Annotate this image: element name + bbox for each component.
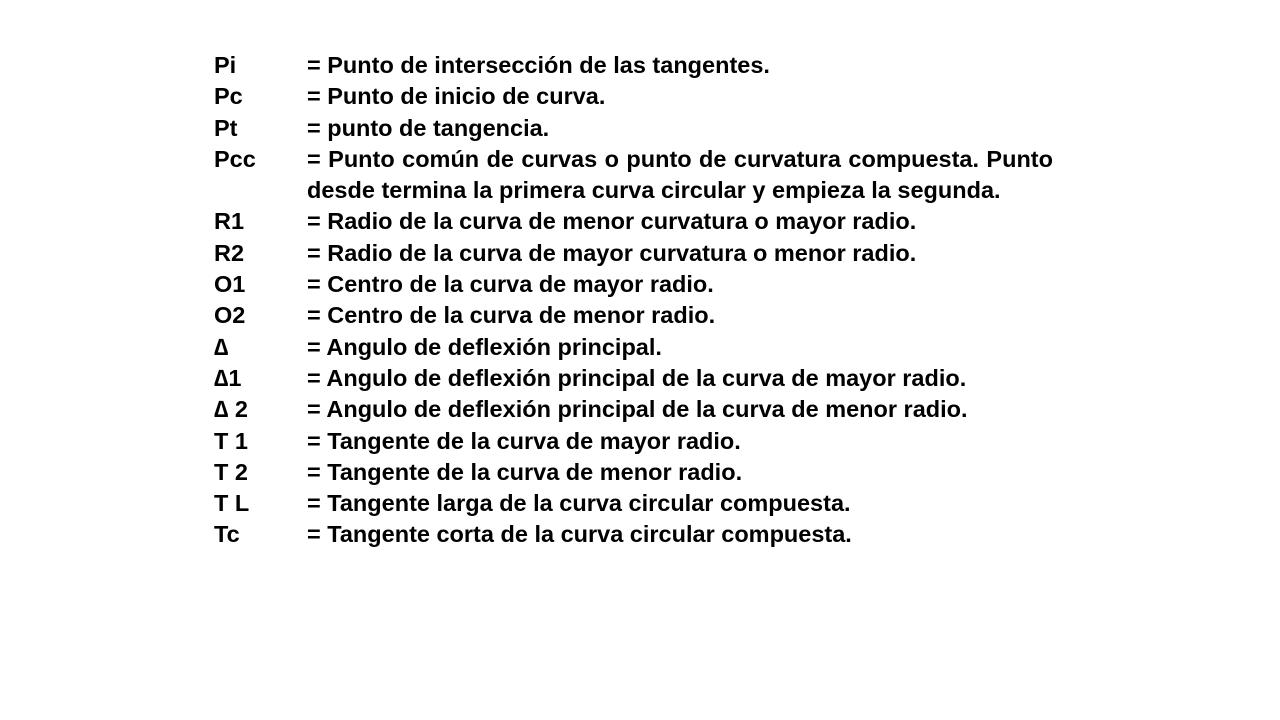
definition-term: R1 (214, 208, 245, 235)
definition-term: Tc (214, 521, 240, 548)
definition-term: Pt (214, 114, 238, 141)
definition-text: = Punto común de curvas o punto de curvatura compuesta. Punto desde termina la primera curva circular y empieza la segunda. (307, 145, 1053, 204)
definition-row-delta-1 (214, 363, 1053, 394)
definition-term: T 2 (214, 458, 248, 485)
definition-term: ∆ 2 (214, 396, 248, 423)
definition-text: = Tangente corta de la curva circular compuesta. (307, 521, 852, 548)
definition-row-o1 (214, 269, 1053, 300)
definition-text: = Angulo de deflexión principal de la curva de mayor radio. (307, 364, 967, 391)
definition-text: = Tangente de la curva de menor radio. (307, 458, 743, 485)
definition-text: = Punto de inicio de curva. (307, 83, 606, 110)
definition-text: = Tangente larga de la curva circular compuesta. (307, 490, 851, 517)
definition-row-r2 (214, 238, 1053, 269)
definition-text: = Radio de la curva de mayor curvatura o menor radio. (307, 239, 917, 266)
definition-row-t1 (214, 426, 1053, 457)
definition-row-delta (214, 332, 1053, 363)
definition-term: T 1 (214, 427, 248, 454)
definitions-list (214, 50, 1053, 551)
definition-text: = punto de tangencia. (307, 114, 550, 141)
definition-text: = Tangente de la curva de mayor radio. (307, 427, 741, 454)
definition-term: R2 (214, 239, 245, 266)
definition-row-pt (214, 113, 1053, 144)
definition-term: Pcc (214, 145, 256, 172)
definition-row-o2 (214, 300, 1053, 331)
definition-term: Pi (214, 52, 237, 78)
definition-row-tc (214, 519, 1053, 550)
definition-row-r1 (214, 206, 1053, 237)
definition-term: ∆ (214, 333, 229, 360)
definition-text: = Centro de la curva de menor radio. (307, 302, 716, 329)
definition-row-pc (214, 81, 1053, 112)
definition-term: O1 (214, 271, 246, 298)
definition-text: = Centro de la curva de mayor radio. (307, 271, 714, 298)
definition-row-tl (214, 488, 1053, 519)
definition-row-pcc (214, 144, 1053, 207)
definition-text: = Angulo de deflexión principal. (307, 333, 662, 360)
definition-row-delta-2 (214, 394, 1053, 425)
definition-term: T L (214, 490, 250, 517)
definition-term: ∆1 (214, 364, 242, 391)
definition-text: = Angulo de deflexión principal de la curva de menor radio. (307, 396, 968, 423)
definition-text: = Punto de intersección de las tangentes. (307, 52, 770, 78)
definition-row-pi (214, 50, 1053, 81)
definition-row-t2 (214, 457, 1053, 488)
definition-term: O2 (214, 302, 246, 329)
definition-term: Pc (214, 83, 243, 110)
definition-text: = Radio de la curva de menor curvatura o mayor radio. (307, 208, 917, 235)
